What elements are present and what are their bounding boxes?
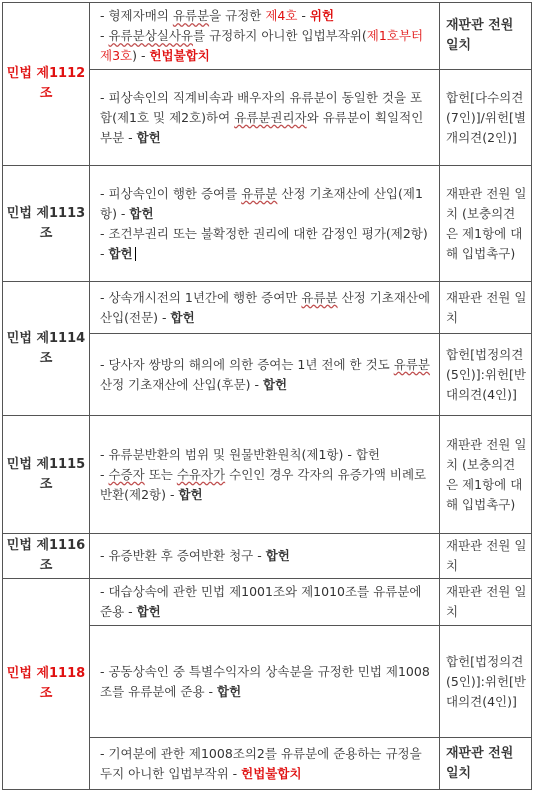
content-text: 유류분 [172,8,210,23]
content-text: - [100,466,109,482]
content-cell [90,534,440,579]
content-cell [90,3,440,70]
content-cell [90,282,440,334]
content-text: - [297,8,310,23]
content-text: 수유자가 [176,466,226,482]
content-text: 유류분 [241,185,278,201]
content-text: 유류분상실사유 [108,28,194,43]
content-text: 위헌 [309,8,335,23]
content-text: 유류분 [301,289,338,305]
content-text: 제4호 [265,8,298,23]
content-text: - 당사자 쌍방의 해의에 의한 증여는 1년 전에 한 것도 [100,356,394,372]
table-row [3,166,532,282]
article-cell: 민법 제1114조 [3,282,90,416]
content-text: 합헌 [262,376,288,392]
content-text: 또는 [144,466,177,482]
content-text: - 피상속인의 직계비속과 배우자의 유류분이 동일한 것을 포함(제1호 및 제2호)하여 [100,89,423,125]
content-cell [90,334,440,416]
content-text: 합헌 [136,129,161,145]
content-text: 수인인 경우 각자의 유증가액 비례로 반환(제2항) - [100,466,427,502]
content-text: 을 규정한 [209,8,266,23]
table-row [3,579,532,626]
content-cell [90,70,440,166]
content-text: 수증자 [108,466,145,482]
content-text: - 대습상속에 관한 민법 제1001조와 제1010조를 유류분에 준용 - [100,584,422,619]
content-text: - 상속개시전의 1년간에 행한 증여만 [100,289,302,305]
content-text: 유류분권리자 [234,109,307,125]
content-text: - 조건부권리 또는 불확정한 권리에 대한 감정인 평가(제2항) - [100,225,428,261]
content-cell [90,626,440,738]
content-text: - 기여분에 관한 제1008조의2를 유류분에 준용하는 규정을 두지 아니한 입법부작위 - [100,745,422,781]
table-row [3,534,532,579]
content-text: 합헌 [265,548,290,563]
table-row [3,282,532,334]
result-cell: 재판관 전원 일치 [440,738,532,790]
content-text: - [100,28,109,43]
content-text: 산정 기초재산에 산입(제1항) - [100,185,423,221]
content-text: 제1호부터 제3호 [100,28,424,63]
result-cell: 재판관 전원 일치 (보충의견은 제1항에 대해 입법촉구) [440,416,532,534]
result-cell: 재판관 전원 일치 [440,3,532,70]
content-text: 헌법불합치 [241,765,302,781]
content-text: 합헌 [136,604,161,619]
content-text: - 형제자매의 [100,8,173,23]
content-text: 유류분 [393,356,430,372]
content-text: 합헌 [178,486,203,502]
content-text: ) - [132,48,150,63]
content-text: 산정 기초재산에 산입(전문) - [100,289,431,325]
result-cell: 합헌[다수의견(7인)]/위헌[별개의견(2인)] [440,70,532,166]
table-row [3,416,532,534]
result-cell: 재판관 전원 일치 (보충의견은 제1항에 대해 입법촉구) [440,166,532,282]
content-text: 산정 기초재산에 산입(후문) - [100,376,263,392]
ruling-table-body [3,3,532,790]
ruling-table [2,2,532,790]
article-cell: 민법 제1116조 [3,534,90,579]
table-row [3,3,532,70]
content-text: - 유류분반환의 범위 및 원물반환원칙(제1항) - 합헌 [100,446,380,462]
content-cell [90,416,440,534]
content-text: 합헌 [217,683,242,699]
result-cell: 재판관 전원 일치 [440,282,532,334]
content-text: 를 규정하지 아니한 입법부작위( [193,28,367,43]
article-cell: 민법 제1115조 [3,416,90,534]
content-text: - 유증반환 후 증여반환 청구 - [100,548,266,563]
result-cell: 합헌[법정의견(5인)]:위헌[반대의견(4인)] [440,626,532,738]
content-cell [90,166,440,282]
result-cell: 합헌[법정의견(5인)]:위헌[반대의견(4인)] [440,334,532,416]
content-text: 합헌 [108,245,133,261]
content-text: - 공동상속인 중 특별수익자의 상속분을 규정한 민법 제1008조를 유류분에 준용 - [100,663,430,699]
text-cursor [135,247,136,261]
content-text: 합헌 [170,309,195,325]
content-text: - 피상속인이 행한 증여를 [100,185,242,201]
result-cell: 재판관 전원 일치 [440,579,532,626]
article-cell: 민법 제1118조 [3,579,90,790]
content-cell [90,738,440,790]
article-cell: 민법 제1113조 [3,166,90,282]
content-text: 합헌 [129,205,154,221]
result-cell: 재판관 전원 일치 [440,534,532,579]
content-text: 와 유류분이 획일적인 부분 - [100,109,424,145]
content-text: 헌법불합치 [149,48,210,63]
article-cell: 민법 제1112조 [3,3,90,166]
content-cell [90,579,440,626]
